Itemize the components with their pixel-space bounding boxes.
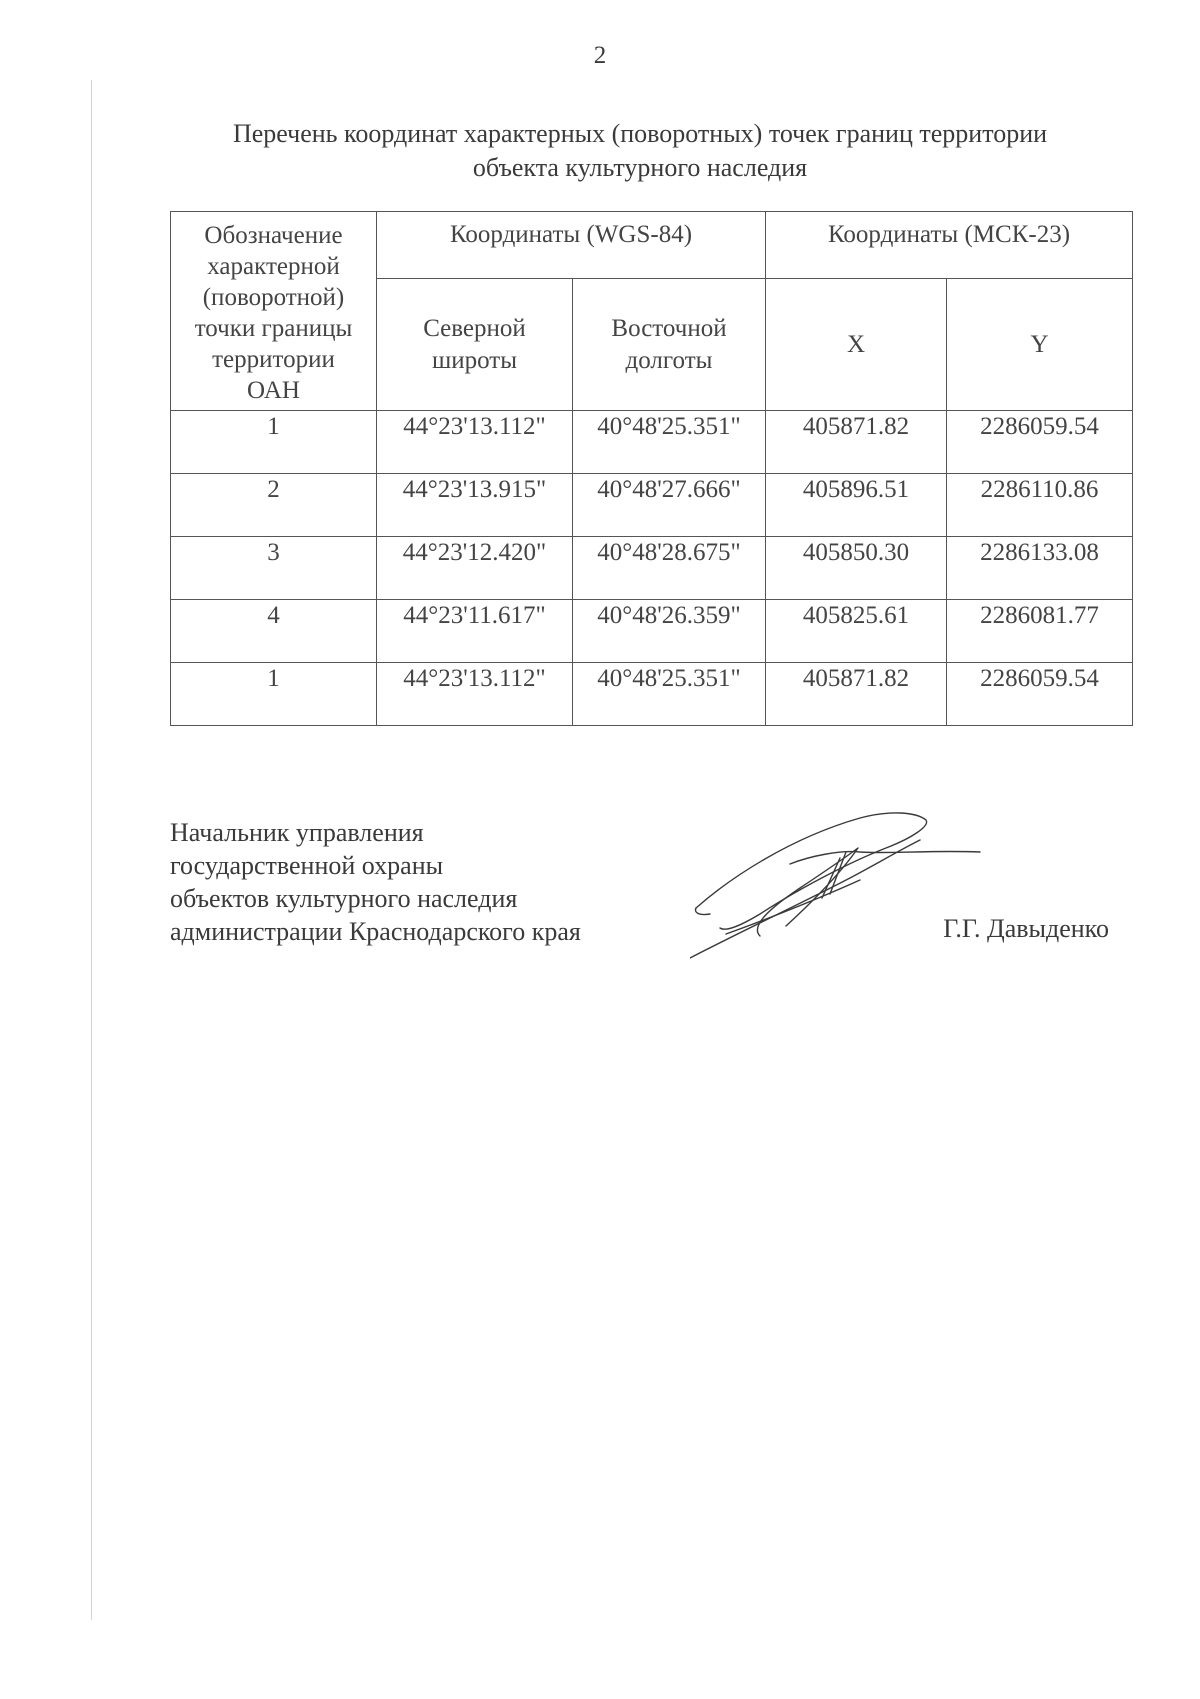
header-x: X — [766, 279, 947, 411]
coordinates-table — [170, 211, 1133, 726]
signatory-name: Г.Г. Давыденко — [943, 914, 1109, 943]
cell-north: 44°23'11.617" — [377, 600, 573, 663]
cell-east: 40°48'25.351" — [573, 411, 766, 474]
header-point-designation: Обозначение характерной (поворотной) точки границы территории ОАН — [171, 212, 377, 411]
cell-point: 3 — [171, 537, 377, 600]
position-line-2: государственной охраны — [170, 851, 444, 880]
position-line-3: объектов культурного наследия — [170, 884, 518, 913]
cell-x: 405871.82 — [766, 411, 947, 474]
cell-point: 1 — [171, 663, 377, 726]
handwritten-signature — [690, 808, 990, 968]
title-line-2: объекта культурного наследия — [472, 153, 808, 182]
cell-north: 44°23'13.915" — [377, 474, 573, 537]
title-line-1: Перечень координат характерных (поворотных) точек границ территории — [232, 119, 1048, 148]
cell-y: 2286133.08 — [947, 537, 1133, 600]
cell-east: 40°48'25.351" — [573, 663, 766, 726]
table-row — [171, 537, 1133, 600]
cell-north: 44°23'13.112" — [377, 411, 573, 474]
header-msk23: Координаты (МСК-23) — [766, 212, 1133, 279]
position-line-4: администрации Краснодарского края — [170, 917, 581, 946]
header-north-latitude: Северной широты — [377, 279, 573, 411]
table-row — [171, 663, 1133, 726]
cell-east: 40°48'28.675" — [573, 537, 766, 600]
table-row — [171, 600, 1133, 663]
position-line-1: Начальник управления — [170, 818, 424, 847]
cell-y: 2286059.54 — [947, 411, 1133, 474]
cell-point: 1 — [171, 411, 377, 474]
page-number: 2 — [593, 42, 607, 69]
table-row — [171, 411, 1133, 474]
cell-north: 44°23'13.112" — [377, 663, 573, 726]
cell-x: 405871.82 — [766, 663, 947, 726]
cell-y: 2286110.86 — [947, 474, 1133, 537]
table-row — [171, 474, 1133, 537]
page-margin-line — [91, 80, 92, 1620]
signatory-position — [170, 816, 581, 948]
cell-y: 2286059.54 — [947, 663, 1133, 726]
header-east-longitude: Восточной долготы — [573, 279, 766, 411]
cell-y: 2286081.77 — [947, 600, 1133, 663]
cell-east: 40°48'27.666" — [573, 474, 766, 537]
cell-north: 44°23'12.420" — [377, 537, 573, 600]
cell-point: 2 — [171, 474, 377, 537]
cell-x: 405825.61 — [766, 600, 947, 663]
header-y: Y — [947, 279, 1133, 411]
cell-point: 4 — [171, 600, 377, 663]
header-wgs84: Координаты (WGS-84) — [377, 212, 766, 279]
document-title — [150, 117, 1130, 185]
cell-x: 405850.30 — [766, 537, 947, 600]
cell-east: 40°48'26.359" — [573, 600, 766, 663]
cell-x: 405896.51 — [766, 474, 947, 537]
